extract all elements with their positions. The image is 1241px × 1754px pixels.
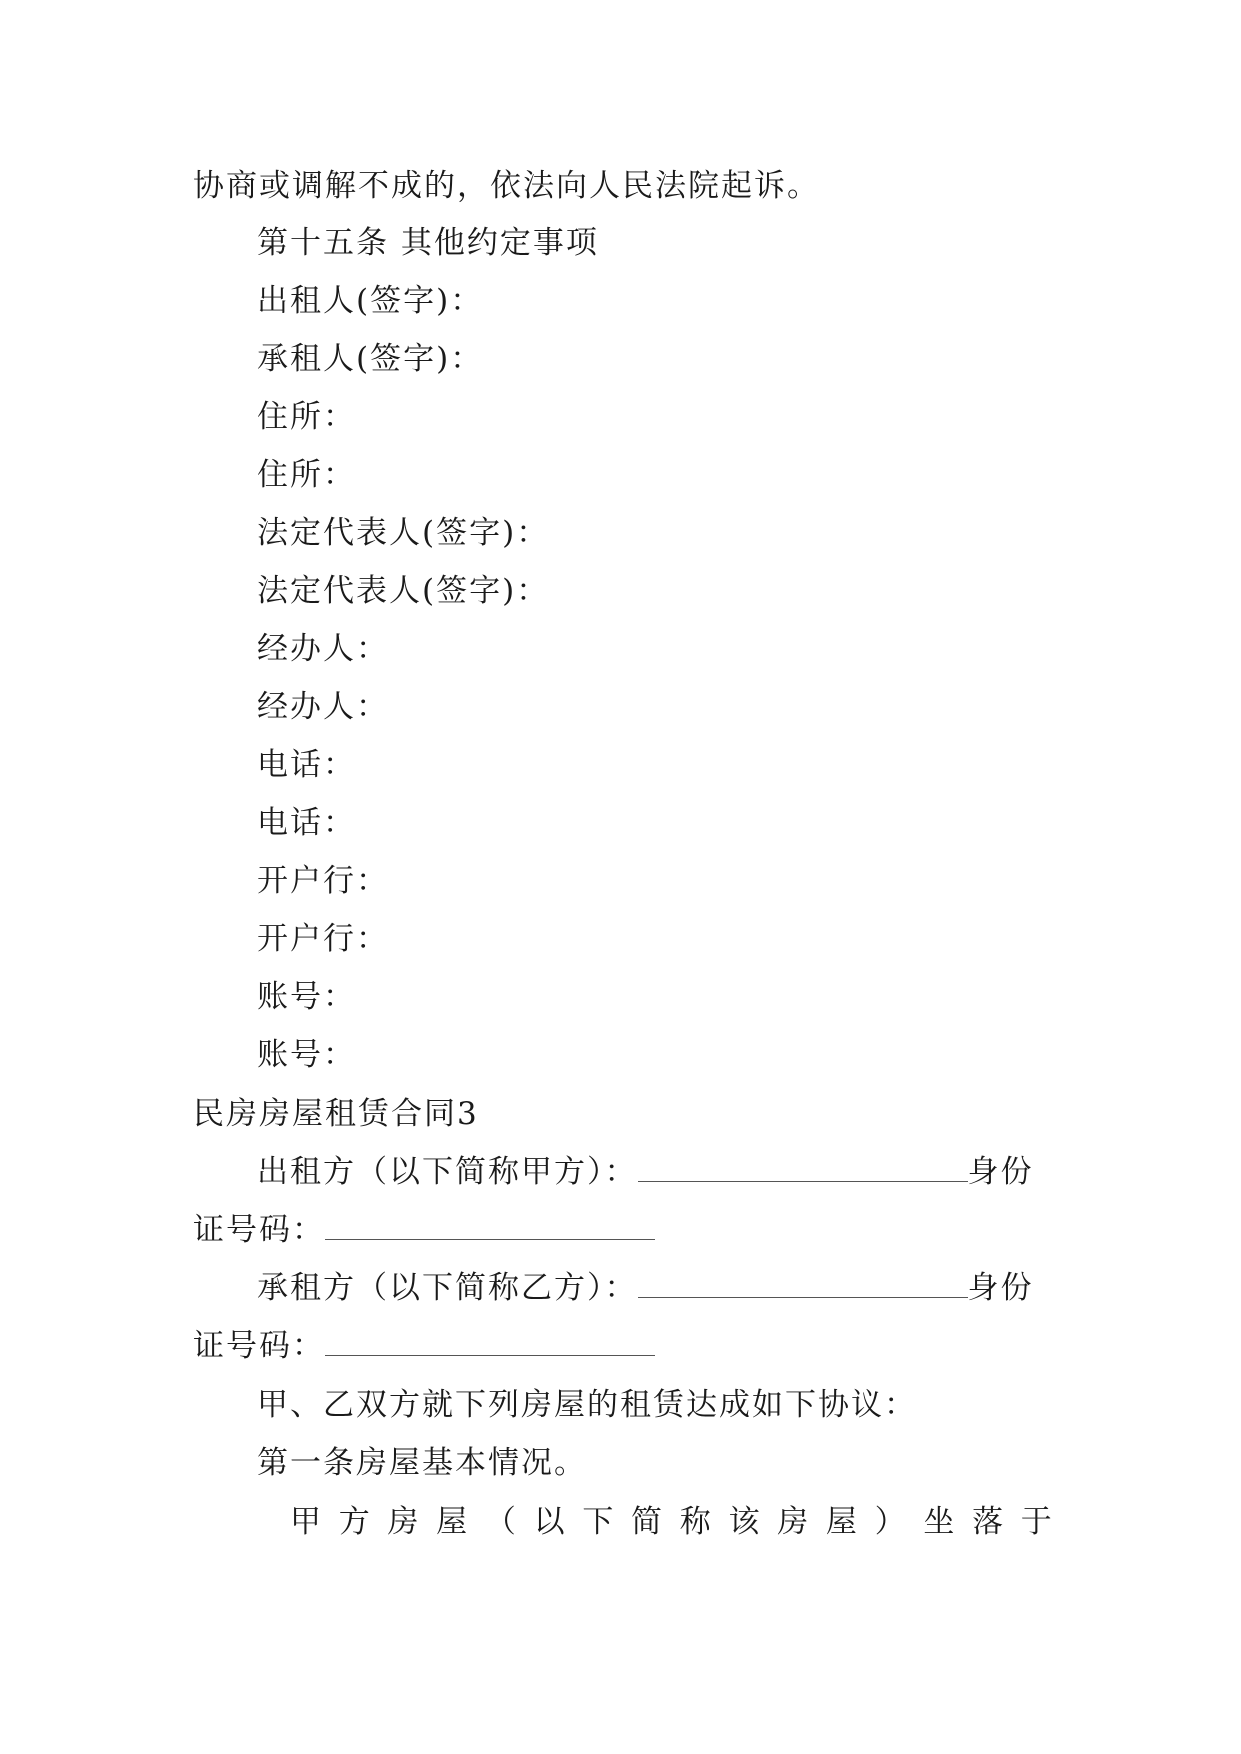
lessor-id-line xyxy=(193,1210,655,1250)
lessee-agent-label: 经办人： xyxy=(257,689,389,725)
char: 房 xyxy=(387,1504,419,1540)
lessor-bank-label: 开户行： xyxy=(257,863,389,899)
lessee-account-label: 账号： xyxy=(257,1037,356,1073)
char: 于 xyxy=(1020,1504,1052,1540)
char: 简 xyxy=(631,1504,663,1540)
lessee-name-blank xyxy=(638,1271,968,1298)
lessor-party-label: 出租方（以下简称甲方）： xyxy=(257,1154,638,1190)
lessee-party-line xyxy=(257,1268,1034,1308)
lessor-legal-rep-label: 法定代表人(签字)： xyxy=(257,515,550,551)
char: 方 xyxy=(338,1504,370,1540)
contract-title: 民房房屋租赁合同3 xyxy=(193,1096,479,1132)
lessor-party-line xyxy=(257,1152,1034,1192)
article-15-heading: 第十五条 其他约定事项 xyxy=(257,225,599,261)
lessor-phone-label: 电话： xyxy=(257,747,356,783)
lessee-party-label: 承租方（以下简称乙方）： xyxy=(257,1270,638,1306)
char: 房 xyxy=(777,1504,809,1540)
char: （ xyxy=(484,1504,516,1540)
char: 甲 xyxy=(290,1504,321,1540)
lessee-address-label: 住所： xyxy=(257,457,356,493)
lessee-bank-label: 开户行： xyxy=(257,921,389,957)
article-1-heading: 第一条房屋基本情况。 xyxy=(257,1445,587,1481)
char: 下 xyxy=(582,1504,614,1540)
lessor-name-blank xyxy=(638,1155,968,1182)
lessee-id-label: 证号码： xyxy=(193,1328,325,1364)
char: 屋 xyxy=(436,1504,468,1540)
lessor-id-blank xyxy=(325,1213,655,1240)
char: 坐 xyxy=(923,1504,955,1540)
lessor-agent-label: 经办人： xyxy=(257,631,389,667)
id-label-start: 身份 xyxy=(967,1270,1034,1306)
char: 称 xyxy=(679,1504,711,1540)
lessee-legal-rep-label: 法定代表人(签字)： xyxy=(257,573,550,609)
char: 屋 xyxy=(825,1504,857,1540)
char: 该 xyxy=(728,1504,760,1540)
lessee-id-blank xyxy=(325,1329,655,1356)
lessee-id-line xyxy=(193,1326,655,1366)
house-location-line xyxy=(290,1502,1052,1542)
agreement-intro: 甲、乙双方就下列房屋的租赁达成如下协议： xyxy=(257,1387,917,1423)
char: 落 xyxy=(972,1504,1004,1540)
lessor-signature-label: 出租人(签字)： xyxy=(257,283,484,319)
lessor-address-label: 住所： xyxy=(257,399,356,435)
lessee-phone-label: 电话： xyxy=(257,805,356,841)
paragraph-dispute-clause: 协商或调解不成的，依法向人民法院起诉。 xyxy=(193,168,820,204)
lessor-id-label: 证号码： xyxy=(193,1212,325,1248)
char: 以 xyxy=(533,1504,565,1540)
id-label-start: 身份 xyxy=(967,1154,1034,1190)
lessee-signature-label: 承租人(签字)： xyxy=(257,341,484,377)
char: ） xyxy=(874,1504,906,1540)
lessor-account-label: 账号： xyxy=(257,979,356,1015)
